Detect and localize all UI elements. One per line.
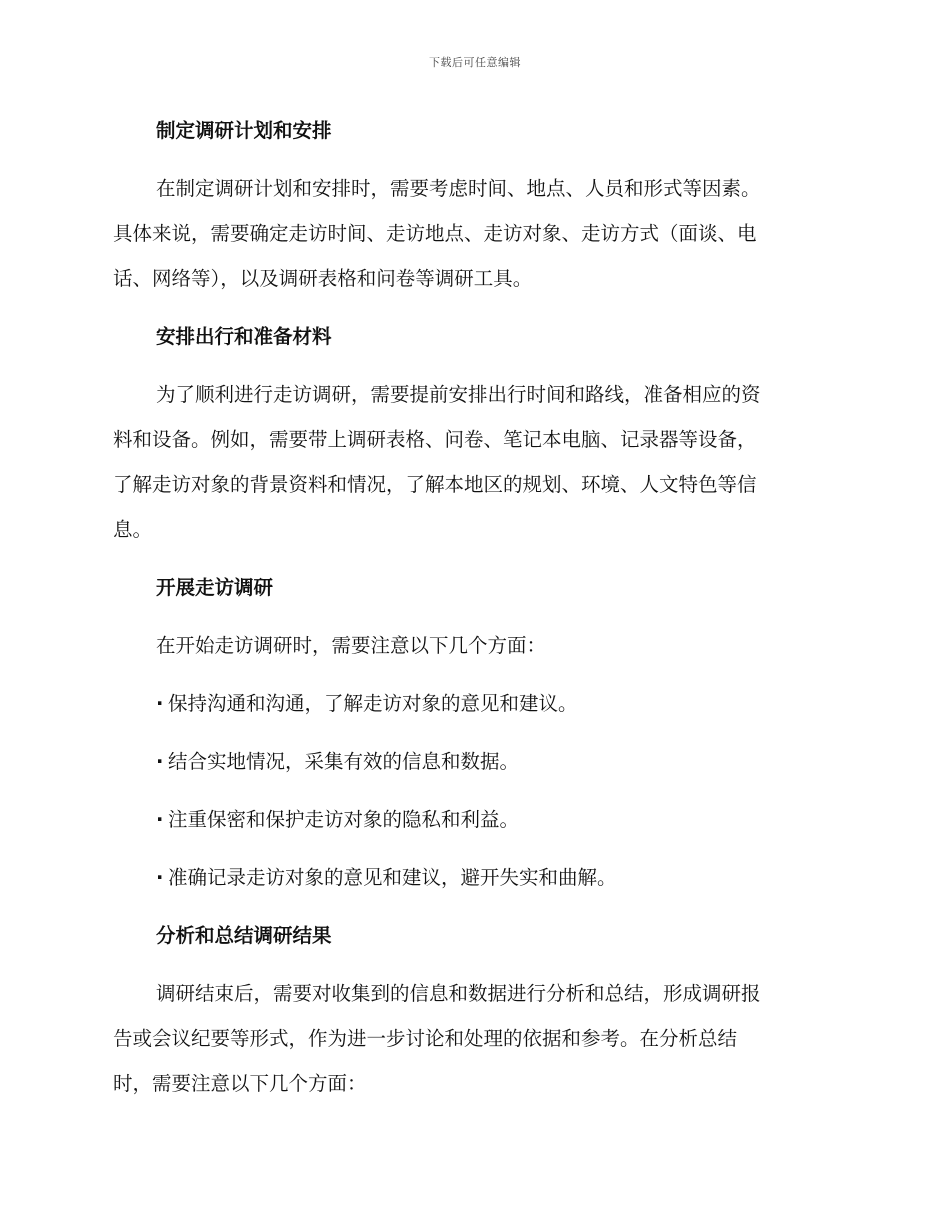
section-paragraph bbox=[113, 372, 833, 552]
section-heading: 开展走访调研 bbox=[156, 576, 274, 599]
section-intro: 在开始走访调研时，需要注意以下几个方面： bbox=[156, 634, 547, 657]
list-item-text: 准确记录走访对象的意见和建议，避开失实和曲解。 bbox=[168, 866, 617, 889]
paragraph-line: 息。 bbox=[113, 518, 153, 541]
list-item-text: 结合实地情况，采集有效的信息和数据。 bbox=[168, 750, 520, 773]
section-heading: 分析和总结调研结果 bbox=[156, 924, 332, 947]
paragraph-line: 了解走访对象的背景资料和情况，了解本地区的规划、环境、人文特色等信 bbox=[113, 473, 757, 496]
paragraph-line: 话、网络等），以及调研表格和问卷等调研工具。 bbox=[113, 267, 533, 290]
list-item bbox=[113, 739, 833, 784]
bullet-icon: · bbox=[156, 866, 164, 889]
section-heading: 安排出行和准备材料 bbox=[156, 325, 332, 348]
list-item bbox=[113, 855, 833, 900]
section-paragraph bbox=[113, 971, 833, 1106]
bullet-icon: · bbox=[156, 692, 164, 715]
paragraph-line: 料和设备。例如，需要带上调研表格、问卷、笔记本电脑、记录器等设备， bbox=[113, 428, 757, 451]
paragraph-line: 告或会议纪要等形式，作为进一步讨论和处理的依据和参考。在分析总结 bbox=[113, 1027, 738, 1050]
paragraph-line: 在制定调研计划和安排时，需要考虑时间、地点、人员和形式等因素。 bbox=[156, 177, 761, 200]
section-paragraph bbox=[113, 166, 833, 301]
bullet-icon: · bbox=[156, 750, 164, 773]
section-heading: 制定调研计划和安排 bbox=[156, 119, 332, 142]
bullet-icon: · bbox=[156, 808, 164, 831]
paragraph-line: 时，需要注意以下几个方面： bbox=[113, 1072, 367, 1095]
list-item bbox=[113, 681, 833, 726]
list-item bbox=[113, 797, 833, 842]
document-body bbox=[113, 108, 833, 1119]
list-item-text: 注重保密和保护走访对象的隐私和利益。 bbox=[168, 808, 520, 831]
paragraph-line: 具体来说，需要确定走访时间、走访地点、走访对象、走访方式（面谈、电 bbox=[113, 222, 757, 245]
paragraph-line: 为了顺利进行走访调研，需要提前安排出行时间和路线，准备相应的资 bbox=[156, 383, 761, 406]
paragraph-line: 调研结束后，需要对收集到的信息和数据进行分析和总结，形成调研报 bbox=[156, 982, 761, 1005]
list-item-text: 保持沟通和沟通，了解走访对象的意见和建议。 bbox=[168, 692, 578, 715]
page-header: 下载后可任意编辑 bbox=[429, 56, 521, 69]
